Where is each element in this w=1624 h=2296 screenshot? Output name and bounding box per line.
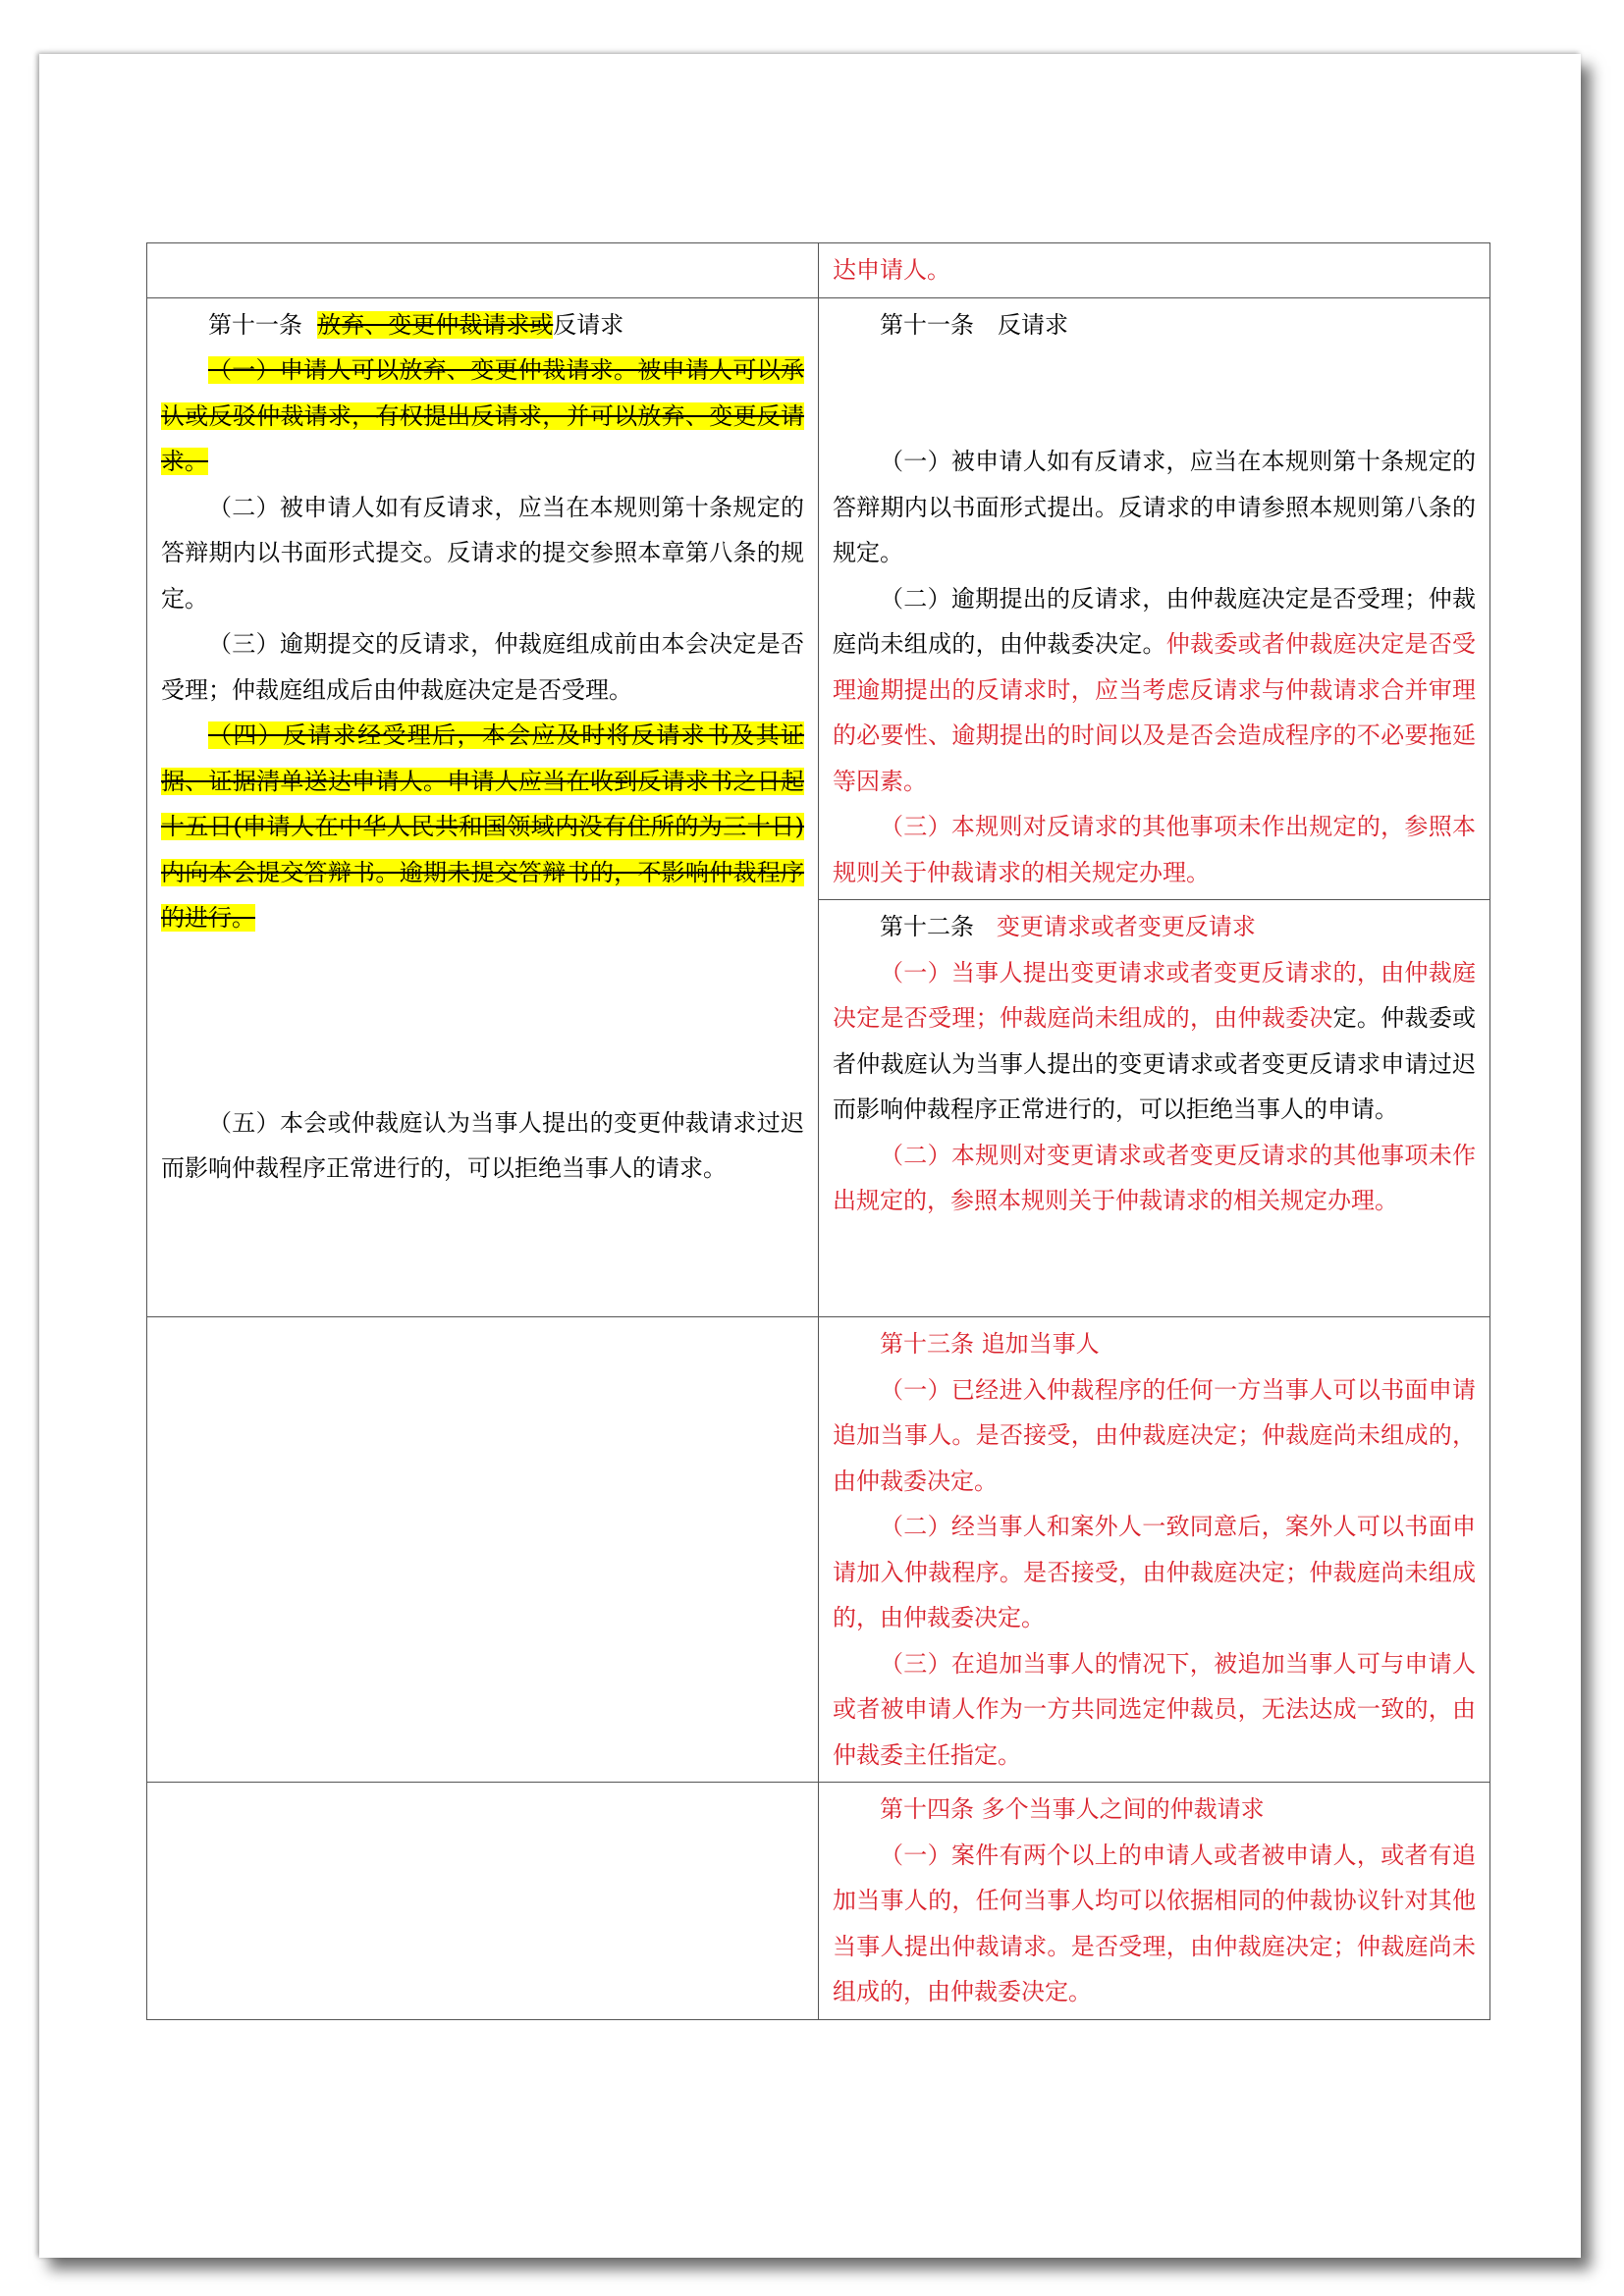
article-title: 第十一条 反请求	[880, 310, 1068, 339]
table-row	[147, 297, 1490, 900]
clause-4-deleted: （四）反请求经受理后，本会应及时将反请求书及其证据、证据清单送达申请人。申请人应当在收到反请求书之日起十五日(申请人在中华人民共和国领域内没有住所的为三十日)内向本会提交答辩书。逾期未提交答辩书的，不影响仲裁程序的进行。	[161, 721, 804, 932]
clause-3: （三）逾期提交的反请求，仲裁庭组成前由本会决定是否受理；仲裁庭组成后由仲裁庭决定是否受理。	[161, 630, 804, 704]
table-row	[147, 1317, 1490, 1783]
right-cell-article-13-new	[819, 1317, 1490, 1783]
left-cell-article-11-old	[147, 297, 819, 1317]
clause-2: （二）逾期提出的反请求，由仲裁庭决定是否受理；仲裁庭尚未组成的，由仲裁委决定。仲裁委或者仲裁庭决定是否受理逾期提出的反请求时，应当考虑反请求与仲裁请求合并审理的必要性、逾期提出的时间以及是否会造成程序的不必要拖延等因素。	[833, 584, 1477, 795]
right-cell	[819, 243, 1490, 298]
right-cell-article-14-new	[819, 1783, 1490, 2020]
clause-2: （二）被申请人如有反请求，应当在本规则第十条规定的答辩期内以书面形式提交。反请求的提交参照本章第八条的规定。	[161, 493, 804, 613]
clause-1: （一）被申请人如有反请求，应当在本规则第十条规定的答辩期内以书面形式提出。反请求的申请参照本规则第八条的规定。	[833, 448, 1476, 566]
article-title: 第十三条 追加当事人	[880, 1330, 1100, 1358]
clause-1: （一）已经进入仲裁程序的任何一方当事人可以书面申请追加当事人。是否接受，由仲裁庭决定；仲裁庭尚未组成的，由仲裁委决定。	[833, 1375, 1476, 1495]
article-title: 第十四条 多个当事人之间的仲裁请求	[880, 1795, 1265, 1823]
article-title: 第十二条 变更请求或者变更反请求	[880, 913, 1256, 940]
left-cell-empty	[147, 1783, 819, 2020]
clause-3: （三）在追加当事人的情况下，被追加当事人可与申请人或者被申请人作为一方共同选定仲裁员，无法达成一致的，由仲裁委主任指定。	[833, 1649, 1476, 1769]
clause-1: （一）当事人提出变更请求或者变更反请求的，由仲裁庭决定是否受理；仲裁庭尚未组成的，由仲裁委决定。仲裁委或者仲裁庭认为当事人提出的变更请求或者变更反请求申请过迟而影响仲裁程序正常进行的，可以拒绝当事人的申请。	[833, 958, 1477, 1123]
deleted-text: 放弃、变更仲裁请求或	[317, 310, 554, 339]
clause-3: （三）本规则对反请求的其他事项未作出规定的，参照本规则关于仲裁请求的相关规定办理。	[833, 813, 1476, 886]
left-cell-empty	[147, 243, 819, 298]
clause-2: （二）经当事人和案外人一致同意后，案外人可以书面申请加入仲裁程序。是否接受，由仲裁庭决定；仲裁庭尚未组成的，由仲裁委决定。	[833, 1513, 1476, 1631]
document-page	[39, 54, 1581, 2258]
clause-2: （二）本规则对变更请求或者变更反请求的其他事项未作出规定的，参照本规则关于仲裁请求的相关规定办理。	[833, 1141, 1476, 1214]
comparison-table	[146, 242, 1490, 2020]
clause-1-deleted: （一）申请人可以放弃、变更仲裁请求。被申请人可以承认或反驳仲裁请求，有权提出反请求，并可以放弃、变更反请求。	[161, 356, 804, 475]
continuation-text: 达申请人。	[833, 256, 950, 284]
right-cell-article-12-new	[819, 900, 1490, 1317]
table-row	[147, 1783, 1490, 2020]
spacer	[161, 941, 804, 1100]
clause-5: （五）本会或仲裁庭认为当事人提出的变更仲裁请求过迟而影响仲裁程序正常进行的，可以拒绝当事人的请求。	[161, 1108, 804, 1182]
clause-1: （一）案件有两个以上的申请人或者被申请人，或者有追加当事人的，任何当事人均可以依据相同的仲裁协议针对其他当事人提出仲裁请求。是否受理，由仲裁庭决定；仲裁庭尚未组成的，由仲裁委决定。	[833, 1841, 1476, 2005]
right-cell-article-11-new	[819, 297, 1490, 900]
left-cell-empty	[147, 1317, 819, 1783]
spacer	[833, 347, 1476, 439]
article-title: 第十一条 放弃、变更仲裁请求或反请求	[208, 310, 624, 339]
table-row	[147, 243, 1490, 298]
